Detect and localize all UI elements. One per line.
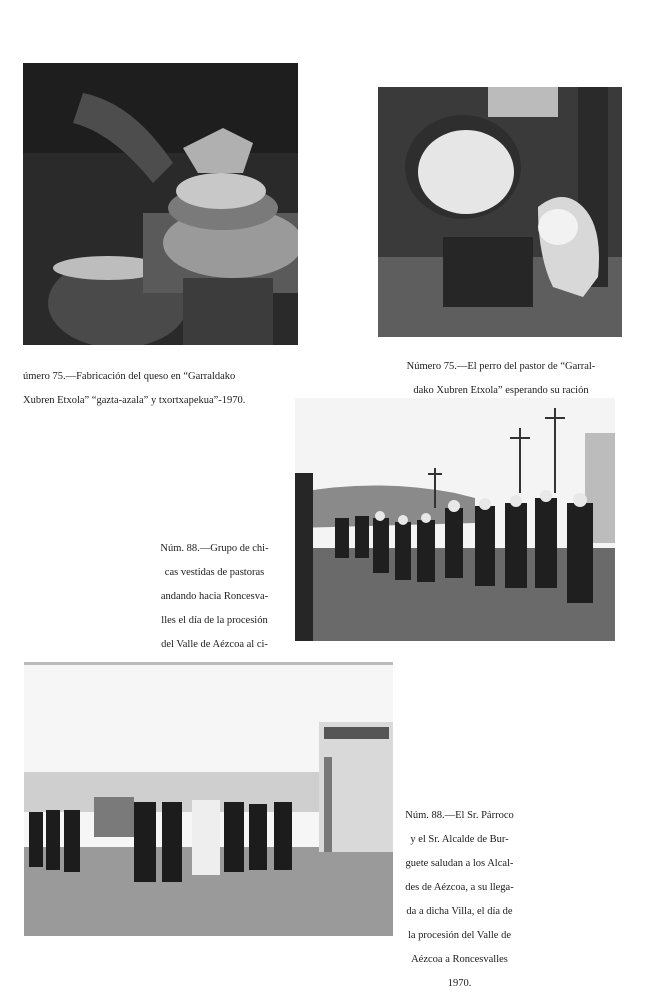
caption-line: Xubren Etxola” “gazta-azala” y txortxapekua”-1970.: [23, 395, 246, 406]
photo-cheese-making: [23, 63, 298, 345]
caption-line: Núm. 88.—El Sr. Párroco: [405, 810, 514, 821]
photo-mayors-greeting: [24, 662, 393, 936]
caption-line: des de Aézcoa, a su llega-: [405, 882, 514, 893]
caption-line: del Valle de Aézcoa al ci-: [161, 639, 268, 650]
caption-line: da a dicha Villa, el día de: [406, 906, 513, 917]
caption-line: Aézcoa a Roncesvalles: [411, 954, 508, 965]
caption-line: cas vestidas de pastoras: [164, 567, 265, 578]
caption-line: y el Sr. Alcalde de Bur-: [410, 834, 509, 845]
caption-line: Número 75.—El perro del pastor de “Garral-: [406, 361, 596, 372]
caption-line: úmero 75.—Fabricación del queso en “Garraldako: [23, 371, 236, 382]
caption-line: lles el día de la procesión: [161, 615, 268, 626]
caption-line: andando hacia Roncesva-: [160, 591, 269, 602]
caption-line: guete saludan a los Alcal-: [405, 858, 514, 869]
caption-photo-88-mayors: [403, 798, 516, 1002]
caption-line: 1970.: [447, 978, 472, 989]
caption-line: Núm. 88.—Grupo de chi-: [160, 543, 269, 554]
caption-photo-75-cheese: [23, 359, 308, 419]
photo-shepherd-dog: [378, 87, 622, 337]
photo-procession-girls: [295, 398, 615, 641]
caption-line: dako Xubren Etxola” esperando su ración: [413, 385, 589, 396]
caption-line: la procesión del Valle de: [407, 930, 512, 941]
